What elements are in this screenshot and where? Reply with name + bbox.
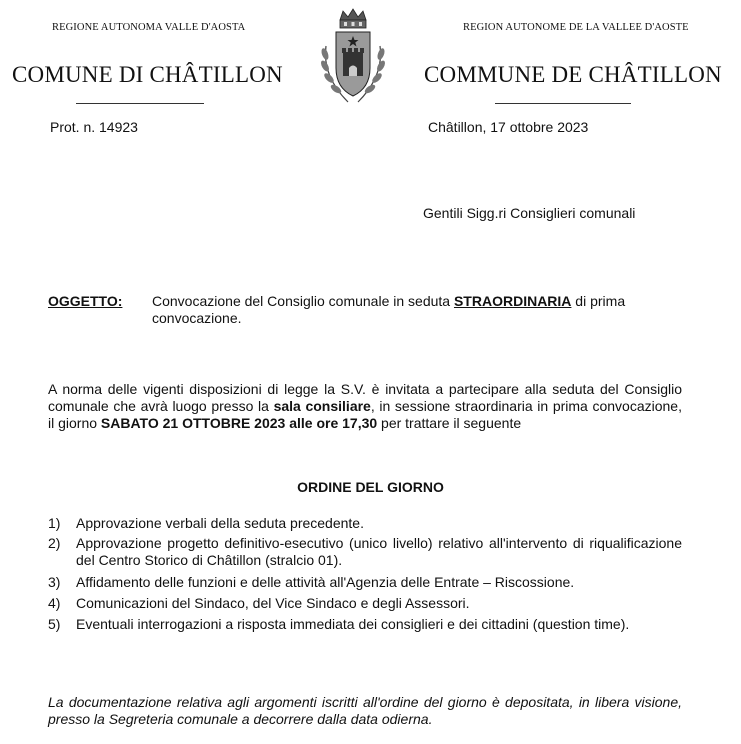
agenda-item-3	[48, 574, 682, 591]
agenda-item-1	[48, 515, 682, 532]
body-text-1: A norma delle vigenti disposizioni di legge la S.V. è invitata a partecipare alla seduta del Consiglio comunale che avrà luogo presso la	[48, 381, 682, 414]
subject-text-after: di prima	[571, 293, 626, 309]
agenda-item-text: Approvazione progetto definitivo-esecutivo (unico livello) relativo all'intervento di riqualificazione del Centro Storico di Châtillon (stralcio 01).	[76, 535, 682, 568]
agenda-item-5	[48, 616, 682, 633]
header-rule-left	[76, 103, 204, 104]
subject-label	[48, 293, 122, 310]
protocol-number: Prot. n. 14923	[50, 119, 138, 135]
footer-note: La documentazione relativa agli argomenti iscritti all'ordine del giorno è depositata, in libera visione, presso la Segreteria comunale a decorrere dalla data odierna.	[48, 694, 682, 727]
region-italian: REGIONE AUTONOMA VALLE D'AOSTA	[52, 22, 246, 33]
agenda-item-number: 1)	[48, 515, 61, 531]
agenda-item-4	[48, 595, 682, 612]
agenda-item-number: 2)	[48, 535, 61, 551]
body-when: SABATO 21 OTTOBRE 2023 alle ore 17,30	[100, 415, 378, 431]
region-french: REGION AUTONOME DE LA VALLEE D'AOSTE	[463, 22, 689, 33]
body-text-3: per trattare il seguente	[377, 415, 522, 431]
agenda-item-2	[48, 535, 682, 569]
castle-crest-icon	[318, 6, 388, 112]
subject-label-text: OGGETTO:	[48, 293, 123, 309]
subject-highlight: STRAORDINARIA	[453, 293, 572, 309]
subject-line-1	[152, 293, 625, 310]
letter-date: Châtillon, 17 ottobre 2023	[428, 119, 589, 135]
agenda-item-number: 4)	[48, 595, 61, 611]
comune-title-italian: COMUNE DI CHÂTILLON	[12, 62, 283, 87]
agenda-item-text: Approvazione verbali della seduta precedente.	[76, 515, 364, 531]
header-rule-right	[495, 103, 631, 104]
agenda-item-number: 5)	[48, 616, 61, 632]
recipient: Gentili Sigg.ri Consiglieri comunali	[423, 205, 636, 221]
subject-line-2: convocazione.	[152, 310, 242, 326]
subject-text-before: Convocazione del Consiglio comunale in seduta	[152, 293, 454, 309]
agenda-item-text: Eventuali interrogazioni a risposta immediata dei consiglieri e dei cittadini (question time).	[76, 616, 630, 632]
agenda-title: ORDINE DEL GIORNO	[297, 479, 444, 495]
body-text-2: , in sessione straordinaria in prima convocazione, il giorno	[48, 398, 682, 431]
body-place: sala consiliare	[273, 398, 371, 414]
agenda-item-number: 3)	[48, 574, 61, 590]
body-paragraph	[48, 381, 682, 432]
agenda-item-text: Comunicazioni del Sindaco, del Vice Sindaco e degli Assessori.	[76, 595, 470, 611]
agenda-item-text: Affidamento delle funzioni e delle attività all'Agenzia delle Entrate – Riscossione.	[76, 574, 575, 590]
comune-title-french: COMMUNE DE CHÂTILLON	[424, 62, 722, 87]
